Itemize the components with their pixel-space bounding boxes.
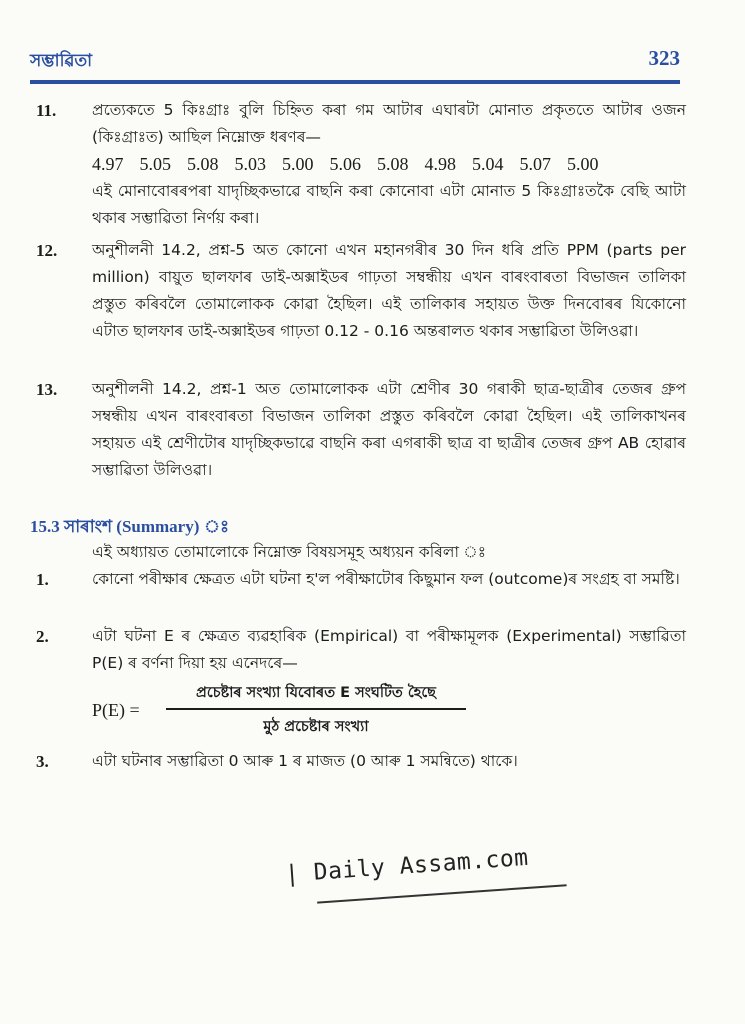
question-11: [36, 97, 686, 237]
weight-value: 5.08: [187, 154, 219, 174]
question-13: [36, 376, 686, 486]
item-number: 1.: [36, 570, 49, 589]
header-rule: [30, 80, 680, 84]
weight-value: 5.00: [567, 154, 599, 174]
item-number: 3.: [36, 752, 49, 771]
watermark-text: | Daily Assam.com: [284, 844, 530, 888]
weight-value: 4.97: [92, 154, 124, 174]
fraction-bar: [166, 708, 466, 710]
summary-item-3: [36, 748, 686, 778]
summary-item-1: [36, 566, 686, 622]
weight-value: 5.06: [329, 154, 361, 174]
formula-lhs: P(E) =: [92, 700, 140, 720]
weight-value: 5.04: [472, 154, 504, 174]
question-12: [36, 237, 686, 372]
question-text: প্ৰত্যেকতে 5 কিঃগ্ৰাঃ বুলি চিহ্নিত কৰা গম আটাৰ এঘাৰটা মোনাত প্ৰকৃততে আটাৰ ওজন (কিঃগ্ৰাঃত) আছিল নিম্নোক্ত ধৰণৰ—: [92, 101, 686, 146]
weight-value: 5.03: [234, 154, 266, 174]
watermark: [284, 842, 568, 921]
weight-values: [92, 151, 686, 178]
watermark-underline: [317, 884, 567, 903]
summary-item-2: [36, 623, 686, 679]
formula-numerator: প্ৰচেষ্টাৰ সংখ্যা যিবোৰত E সংঘটিত হৈছে: [196, 685, 436, 701]
page-number: 323: [648, 46, 680, 70]
summary-intro: এই অধ্যায়ত তোমালোকে নিম্নোক্ত বিষয়সমূহ অধ্যয়ন কৰিলা ঃ: [92, 543, 487, 561]
question-text: অনুশীলনী 14.2, প্ৰশ্ন-1 অত তোমালোকক এটা শ্ৰেণীৰ 30 গৰাকী ছাত্ৰ-ছাত্ৰীৰ তেজৰ গ্ৰুপ সম্বন্ধীয় এখন বাৰংবাৰতা বিভাজন তালিকা প্ৰস্তুত কৰিবলৈ কোৱা হৈছিল। এই তালিকাখনৰ সহায়ত এই শ্ৰেণীটোৰ যাদৃচ্ছিকভাৱে বাছনি কৰা এগৰাকী ছাত্ৰ বা ছাত্ৰীৰ তেজৰ গ্ৰুপ AB হোৱাৰ সম্ভাৱিতা উলিওৱা।: [92, 380, 686, 479]
question-text: অনুশীলনী 14.2, প্ৰশ্ন-5 অত কোনো এখন মহানগৰীৰ 30 দিন ধৰি প্ৰতি PPM (parts per million) বায়ুত ছালফাৰ ডাই-অক্সাইডৰ গাঢ়তা সম্বন্ধীয় এখন বাৰংবাৰতা বিভাজন তালিকা প্ৰস্তুত কৰিবলৈ তোমালোকক কোৱা হৈছিল। এই তালিকাৰ সহায়ত উক্ত দিনবোৰৰ যিকোনো এটাত ছালফাৰ ডাই-অক্সাইডৰ গাঢ়তা 0.12 - 0.16 অন্তৰালত থকাৰ সম্ভাৱিতা উলিওৱা।: [92, 241, 686, 340]
page-header: [30, 42, 680, 76]
probability-formula: [92, 682, 492, 742]
question-text: এই মোনাবোৰৰপৰা যাদৃচ্ছিকভাৱে বাছনি কৰা কোনোবা এটা মোনাত 5 কিঃগ্ৰাঃতকৈ বেছি আটা থকাৰ সম্ভাৱিতা নিৰ্ণয় কৰা।: [92, 182, 686, 227]
summary-heading: 15.3 সাৰাংশ (Summary) ঃ: [30, 517, 230, 536]
weight-value: 5.08: [377, 154, 409, 174]
weight-value: 5.07: [519, 154, 551, 174]
formula-denominator: মুঠ প্ৰচেষ্টাৰ সংখ্যা: [263, 719, 369, 735]
weight-value: 4.98: [424, 154, 456, 174]
weight-value: 5.05: [139, 154, 171, 174]
item-number: 2.: [36, 627, 49, 646]
weight-value: 5.00: [282, 154, 314, 174]
item-text: কোনো পৰীক্ষাৰ ক্ষেত্ৰত এটা ঘটনা হ'ল পৰীক্ষাটোৰ কিছুমান ফল (outcome)ৰ সংগ্ৰহ বা সমষ্টি।: [92, 570, 680, 588]
question-number: 11.: [36, 101, 57, 120]
item-text: এটা ঘটনা E ৰ ক্ষেত্ৰত ব্যৱহাৰিক (Empirical) বা পৰীক্ষামূলক (Experimental) সম্ভাৱিতা P(E) ৰ বৰ্ণনা দিয়া হয় এনেদৰে—: [92, 627, 686, 672]
question-number: 12.: [36, 241, 58, 260]
question-number: 13.: [36, 380, 58, 399]
item-text: এটা ঘটনাৰ সম্ভাৱিতা 0 আৰু 1 ৰ মাজত (0 আৰু 1 সমন্বিতে) থাকে।: [92, 752, 518, 770]
chapter-title: সম্ভাৱিতা: [30, 51, 93, 71]
